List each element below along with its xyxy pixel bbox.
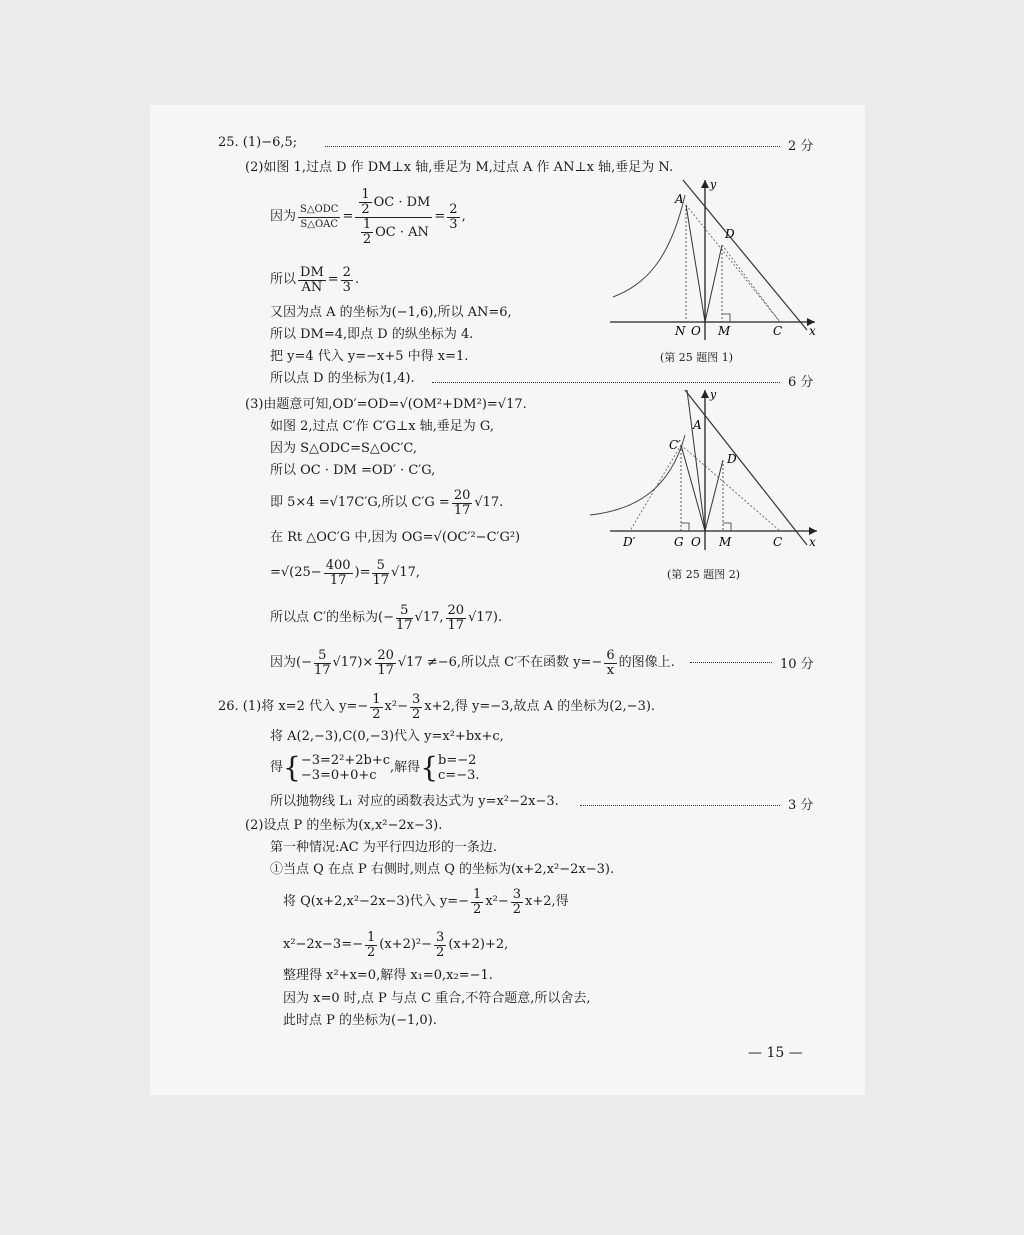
score-leader bbox=[432, 382, 780, 383]
score-mark: 3 分 bbox=[788, 798, 814, 813]
label-m: M bbox=[719, 535, 732, 549]
figure-2-caption: (第 25 题图 2) bbox=[667, 568, 741, 581]
label-y: y bbox=[710, 388, 717, 401]
figure-1 bbox=[595, 175, 825, 345]
figure-1-caption: (第 25 题图 1) bbox=[660, 351, 734, 364]
q26-case1: 第一种情况:AC 为平行四边形的一条边. bbox=[270, 840, 497, 855]
label-g: G bbox=[674, 535, 684, 549]
q26-solve: 整理得 x²+x=0,解得 x₁=0,x₂=−1. bbox=[283, 968, 493, 983]
line-product: 所以 OC · DM =OD′ · C′G, bbox=[270, 463, 436, 478]
label-c: C bbox=[773, 324, 783, 338]
area-formula: $\frac{1}{2}$ OC · DM $\frac{1}{2}$ OC · AN bbox=[355, 188, 432, 247]
label-c-prime: C′ bbox=[669, 438, 681, 452]
line-fig2: 如图 2,过点 C′作 C′G⊥x 轴,垂足为 G, bbox=[270, 419, 494, 434]
q26-case1a: ①当点 Q 在点 P 右侧时,则点 Q 的坐标为(x+2,x²−2x−3). bbox=[270, 862, 615, 877]
score-mark: 10 分 bbox=[780, 657, 814, 672]
ratio-equation: 因为 $\frac{\text{S△ODC}}{\text{S△OAC}}$ = $\frac{1}{2}$ OC · DM $\frac{1}{2}$ OC · AN = $\frac{2}{3}$ , bbox=[270, 186, 466, 247]
label-a: A bbox=[693, 418, 702, 432]
q26-system: 得 { −3=2²+2b+c −3=0+0+c ,解得 { b=−2 c=−3. bbox=[270, 751, 480, 784]
line-point-d: 所以点 D 的坐标为(1,4). bbox=[270, 371, 415, 386]
line-substitute: 把 y=4 代入 y=−x+5 中得 x=1. bbox=[270, 349, 469, 364]
label-c: C bbox=[773, 535, 783, 549]
label-d-prime: D′ bbox=[623, 535, 636, 549]
score-mark: 6 分 bbox=[788, 375, 814, 390]
q26-line4: 所以抛物线 L₁ 对应的函数表达式为 y=x²−2x−3. bbox=[270, 794, 559, 809]
score-leader bbox=[690, 662, 772, 663]
q25-part2-intro: (2)如图 1,过点 D 作 DM⊥x 轴,垂足为 M,过点 A 作 AN⊥x 轴,垂足为 N. bbox=[245, 160, 674, 175]
label-x: x bbox=[809, 324, 816, 338]
score-leader bbox=[580, 805, 780, 806]
q26-substitute-q: 将 Q(x+2,x²−2x−3)代入 y=− $\frac{1}{2}$ x²− $\frac{3}{2}$ x+2,得 bbox=[283, 886, 569, 917]
label-m: M bbox=[718, 324, 731, 338]
area-ratio: $\frac{\text{S△ODC}}{\text{S△OAC}}$ bbox=[300, 203, 339, 230]
label-d: D bbox=[725, 227, 735, 241]
label-a: A bbox=[675, 192, 684, 206]
score-leader bbox=[325, 146, 780, 147]
label-y: y bbox=[710, 178, 717, 191]
q25-part3-intro: (3)由题意可知,OD′=OD=√(OM²+DM²)=√17. bbox=[245, 397, 527, 412]
line-og: 在 Rt △OC′G 中,因为 OG=√(OC′²−C′G²) bbox=[270, 530, 521, 545]
line-final: 因为(− $\frac{5}{17}$ √17)× $\frac{20}{17}$ √17 ≠−6,所以点 C′不在函数 y=− $\frac{6}{x}$ 的图像上. bbox=[270, 647, 675, 678]
label-n: N bbox=[675, 324, 686, 338]
label-o: O bbox=[691, 324, 701, 338]
q26-reject: 因为 x=0 时,点 P 与点 C 重合,不符合题意,所以舍去, bbox=[283, 991, 591, 1006]
label-o: O bbox=[691, 535, 701, 549]
line-area-eq: 因为 S△ODC=S△OC′C, bbox=[270, 441, 418, 456]
q25-part1: 25. (1)−6,5; bbox=[218, 135, 298, 150]
line-point-a: 又因为点 A 的坐标为(−1,6),所以 AN=6, bbox=[270, 305, 512, 320]
q26-part2: (2)设点 P 的坐标为(x,x²−2x−3). bbox=[245, 818, 443, 833]
line-og-value: =√(25− $\frac{400}{17}$ )= $\frac{5}{17}$ √17, bbox=[270, 557, 420, 588]
q26-result: 此时点 P 的坐标为(−1,0). bbox=[283, 1013, 437, 1028]
q26-line2: 将 A(2,−3),C(0,−3)代入 y=x²+bx+c, bbox=[270, 729, 504, 744]
label-d: D bbox=[727, 452, 737, 466]
q26-part1: 26. (1)将 x=2 代入 y=− $\frac{1}{2}$ x²− $\frac{3}{2}$ x+2,得 y=−3,故点 A 的坐标为(2,−3). bbox=[218, 691, 656, 722]
score-mark: 2 分 bbox=[788, 139, 814, 154]
line-dm: 所以 DM=4,即点 D 的纵坐标为 4. bbox=[270, 327, 474, 342]
dm-an-ratio: 所以 $\frac{DM}{AN}$ = $\frac{2}{3}$ . bbox=[270, 264, 360, 295]
figure-2 bbox=[585, 385, 825, 555]
label-x: x bbox=[809, 535, 816, 549]
line-cg: 即 5×4 =√17C′G,所以 C′G = $\frac{20}{17}$ √17. bbox=[270, 487, 504, 518]
page-number: — 15 — bbox=[748, 1045, 803, 1061]
line-c-prime: 所以点 C′的坐标为(− $\frac{5}{17}$ √17, $\frac{20}{17}$ √17). bbox=[270, 602, 503, 633]
q26-equation: x²−2x−3=− $\frac{1}{2}$ (x+2)²− $\frac{3}{2}$ (x+2)+2, bbox=[283, 929, 509, 960]
